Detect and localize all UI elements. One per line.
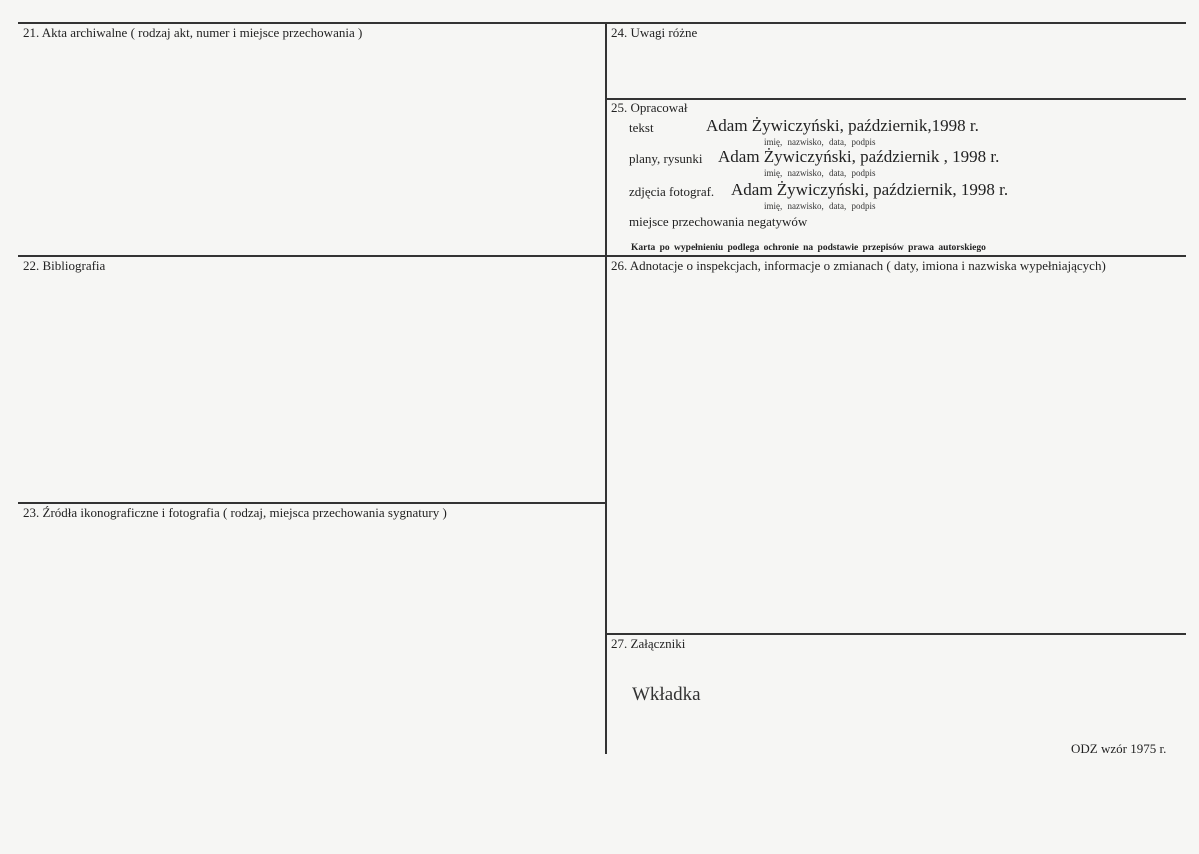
left-rule-22 bbox=[18, 255, 606, 257]
section-23-label: 23. Źródła ikonograficzne i fotografia ( rodzaj, miejsca przechowania sygnatury ) bbox=[23, 505, 447, 520]
section-27-label: 27. Załączniki bbox=[611, 636, 686, 651]
section-21-label: 21. Akta archiwalne ( rodzaj akt, numer i miejsce przechowania ) bbox=[23, 25, 363, 40]
author-drawings-label: plany, rysunki bbox=[629, 151, 703, 166]
author-text-label: tekst bbox=[629, 120, 654, 135]
section-24-label: 24. Uwagi różne bbox=[611, 25, 698, 40]
author-text-value: Adam Żywiczyński, październik,1998 r. bbox=[706, 116, 979, 135]
author-photos-value: Adam Żywiczyński, październik, 1998 r. bbox=[731, 180, 1009, 199]
author-text-sub: imię, nazwisko, data, podpis bbox=[764, 137, 876, 147]
right-rule-25 bbox=[606, 98, 1186, 100]
copyright-note: Karta po wypełnieniu podlega ochronie na podstawie przepisów prawa autorskiego bbox=[631, 243, 986, 253]
author-drawings-sub: imię, nazwisko, data, podpis bbox=[764, 168, 876, 178]
section-22-label: 22. Bibliografia bbox=[23, 258, 106, 273]
section-26-label: 26. Adnotacje o inspekcjach, informacje o zmianach ( daty, imiona i nazwiska wypełniających) bbox=[611, 258, 1106, 273]
section-25-label: 25. Opracował bbox=[611, 100, 688, 115]
right-rule-27 bbox=[606, 633, 1186, 635]
center-divider bbox=[605, 22, 607, 754]
author-photos-label: zdjęcia fotograf. bbox=[629, 184, 715, 199]
author-photos-sub: imię, nazwisko, data, podpis bbox=[764, 201, 876, 211]
left-rule-23 bbox=[18, 502, 606, 504]
form-template-footer: ODZ wzór 1975 r. bbox=[1071, 741, 1167, 756]
author-drawings-value: Adam Żywiczyński, październik , 1998 r. bbox=[718, 147, 1000, 166]
right-rule-26 bbox=[606, 255, 1186, 257]
negatives-location-label: miejsce przechowania negatywów bbox=[629, 214, 808, 229]
top-rule bbox=[18, 22, 1186, 24]
attachment-insert: Wkładka bbox=[632, 684, 701, 705]
